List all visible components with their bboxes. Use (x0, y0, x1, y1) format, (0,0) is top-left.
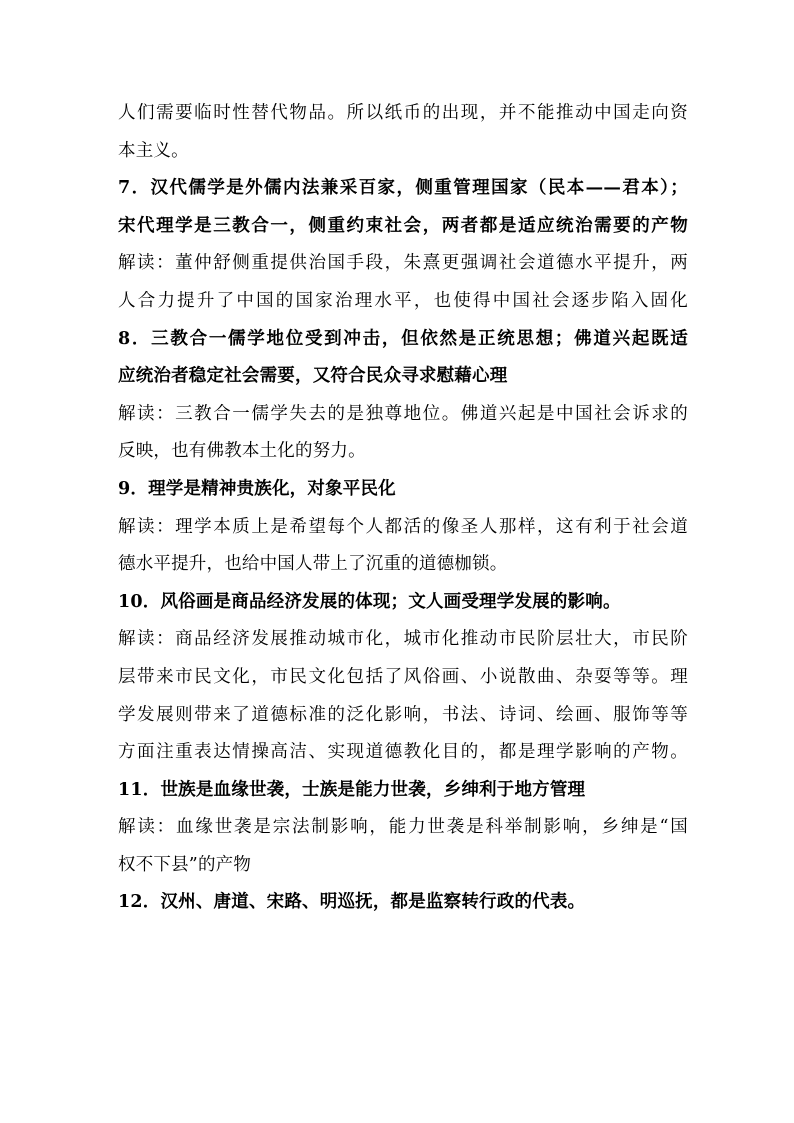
heading-11: 11．世族是血缘世袭，士族是能力世袭，乡绅利于地方管理 (118, 779, 586, 800)
heading-12: 12．汉州、唐道、宋路、明巡抚，都是监察转行政的代表。 (118, 892, 586, 913)
heading-10: 10．风俗画是商品经济发展的体现；文人画受理学发展的影响。 (118, 591, 621, 612)
text-line: 人们需要临时性替代物品。所以纸币的出现，并不能推动中国走向资 (118, 103, 688, 123)
interpretation-9-line-1: 解读：理学本质上是希望每个人都活的像圣人那样，这有利于社会道 (118, 516, 688, 537)
interpretation-10-line-2: 层带来市民文化，市民文化包括了风俗画、小说散曲、杂耍等等。理 (118, 666, 688, 687)
interpretation-8-line-1: 解读：三教合一儒学失去的是独尊地位。佛道兴起是中国社会诉求的 (118, 403, 688, 424)
interpretation-7-line-2: 人合力提升了中国的国家治理水平，也使得中国社会逐步陷入固化 (118, 290, 688, 311)
document-page (118, 95, 688, 922)
heading-7-line-1: 7．汉代儒学是外儒内法兼采百家，侧重管理国家（民本——君本）； (118, 178, 688, 199)
heading-9: 9．理学是精神贵族化，对象平民化 (118, 478, 396, 499)
interpretation-8-line-2: 反映，也有佛教本土化的努力。 (118, 441, 366, 462)
interpretation-7-line-1: 解读：董仲舒侧重提供治国手段，朱熹更强调社会道德水平提升，两 (118, 253, 688, 274)
interpretation-9-line-2: 德水平提升，也给中国人带上了沉重的道德枷锁。 (118, 554, 508, 575)
heading-8-line-2: 应统治者稳定社会需要，又符合民众寻求慰藉心理 (118, 366, 508, 387)
interpretation-10-line-1: 解读：商品经济发展推动城市化，城市化推动市民阶层壮大，市民阶 (118, 629, 688, 650)
interpretation-10-line-3: 学发展则带来了道德标准的泛化影响，书法、诗词、绘画、服饰等等 (118, 704, 688, 725)
interpretation-11-line-1: 解读：血缘世袭是宗法制影响，能力世袭是科举制影响，乡绅是“国 (118, 817, 688, 838)
heading-7-line-2: 宋代理学是三教合一，侧重约束社会，两者都是适应统治需要的产物 (118, 215, 688, 236)
interpretation-11-line-2: 权不下县”的产物 (118, 854, 252, 875)
heading-8-line-1: 8．三教合一儒学地位受到冲击，但依然是正统思想；佛道兴起既适 (118, 328, 688, 349)
text-line: 本主义。 (118, 140, 189, 161)
interpretation-10-line-4: 方面注重表达情操高洁、实现道德教化目的，都是理学影响的产物。 (118, 742, 688, 763)
